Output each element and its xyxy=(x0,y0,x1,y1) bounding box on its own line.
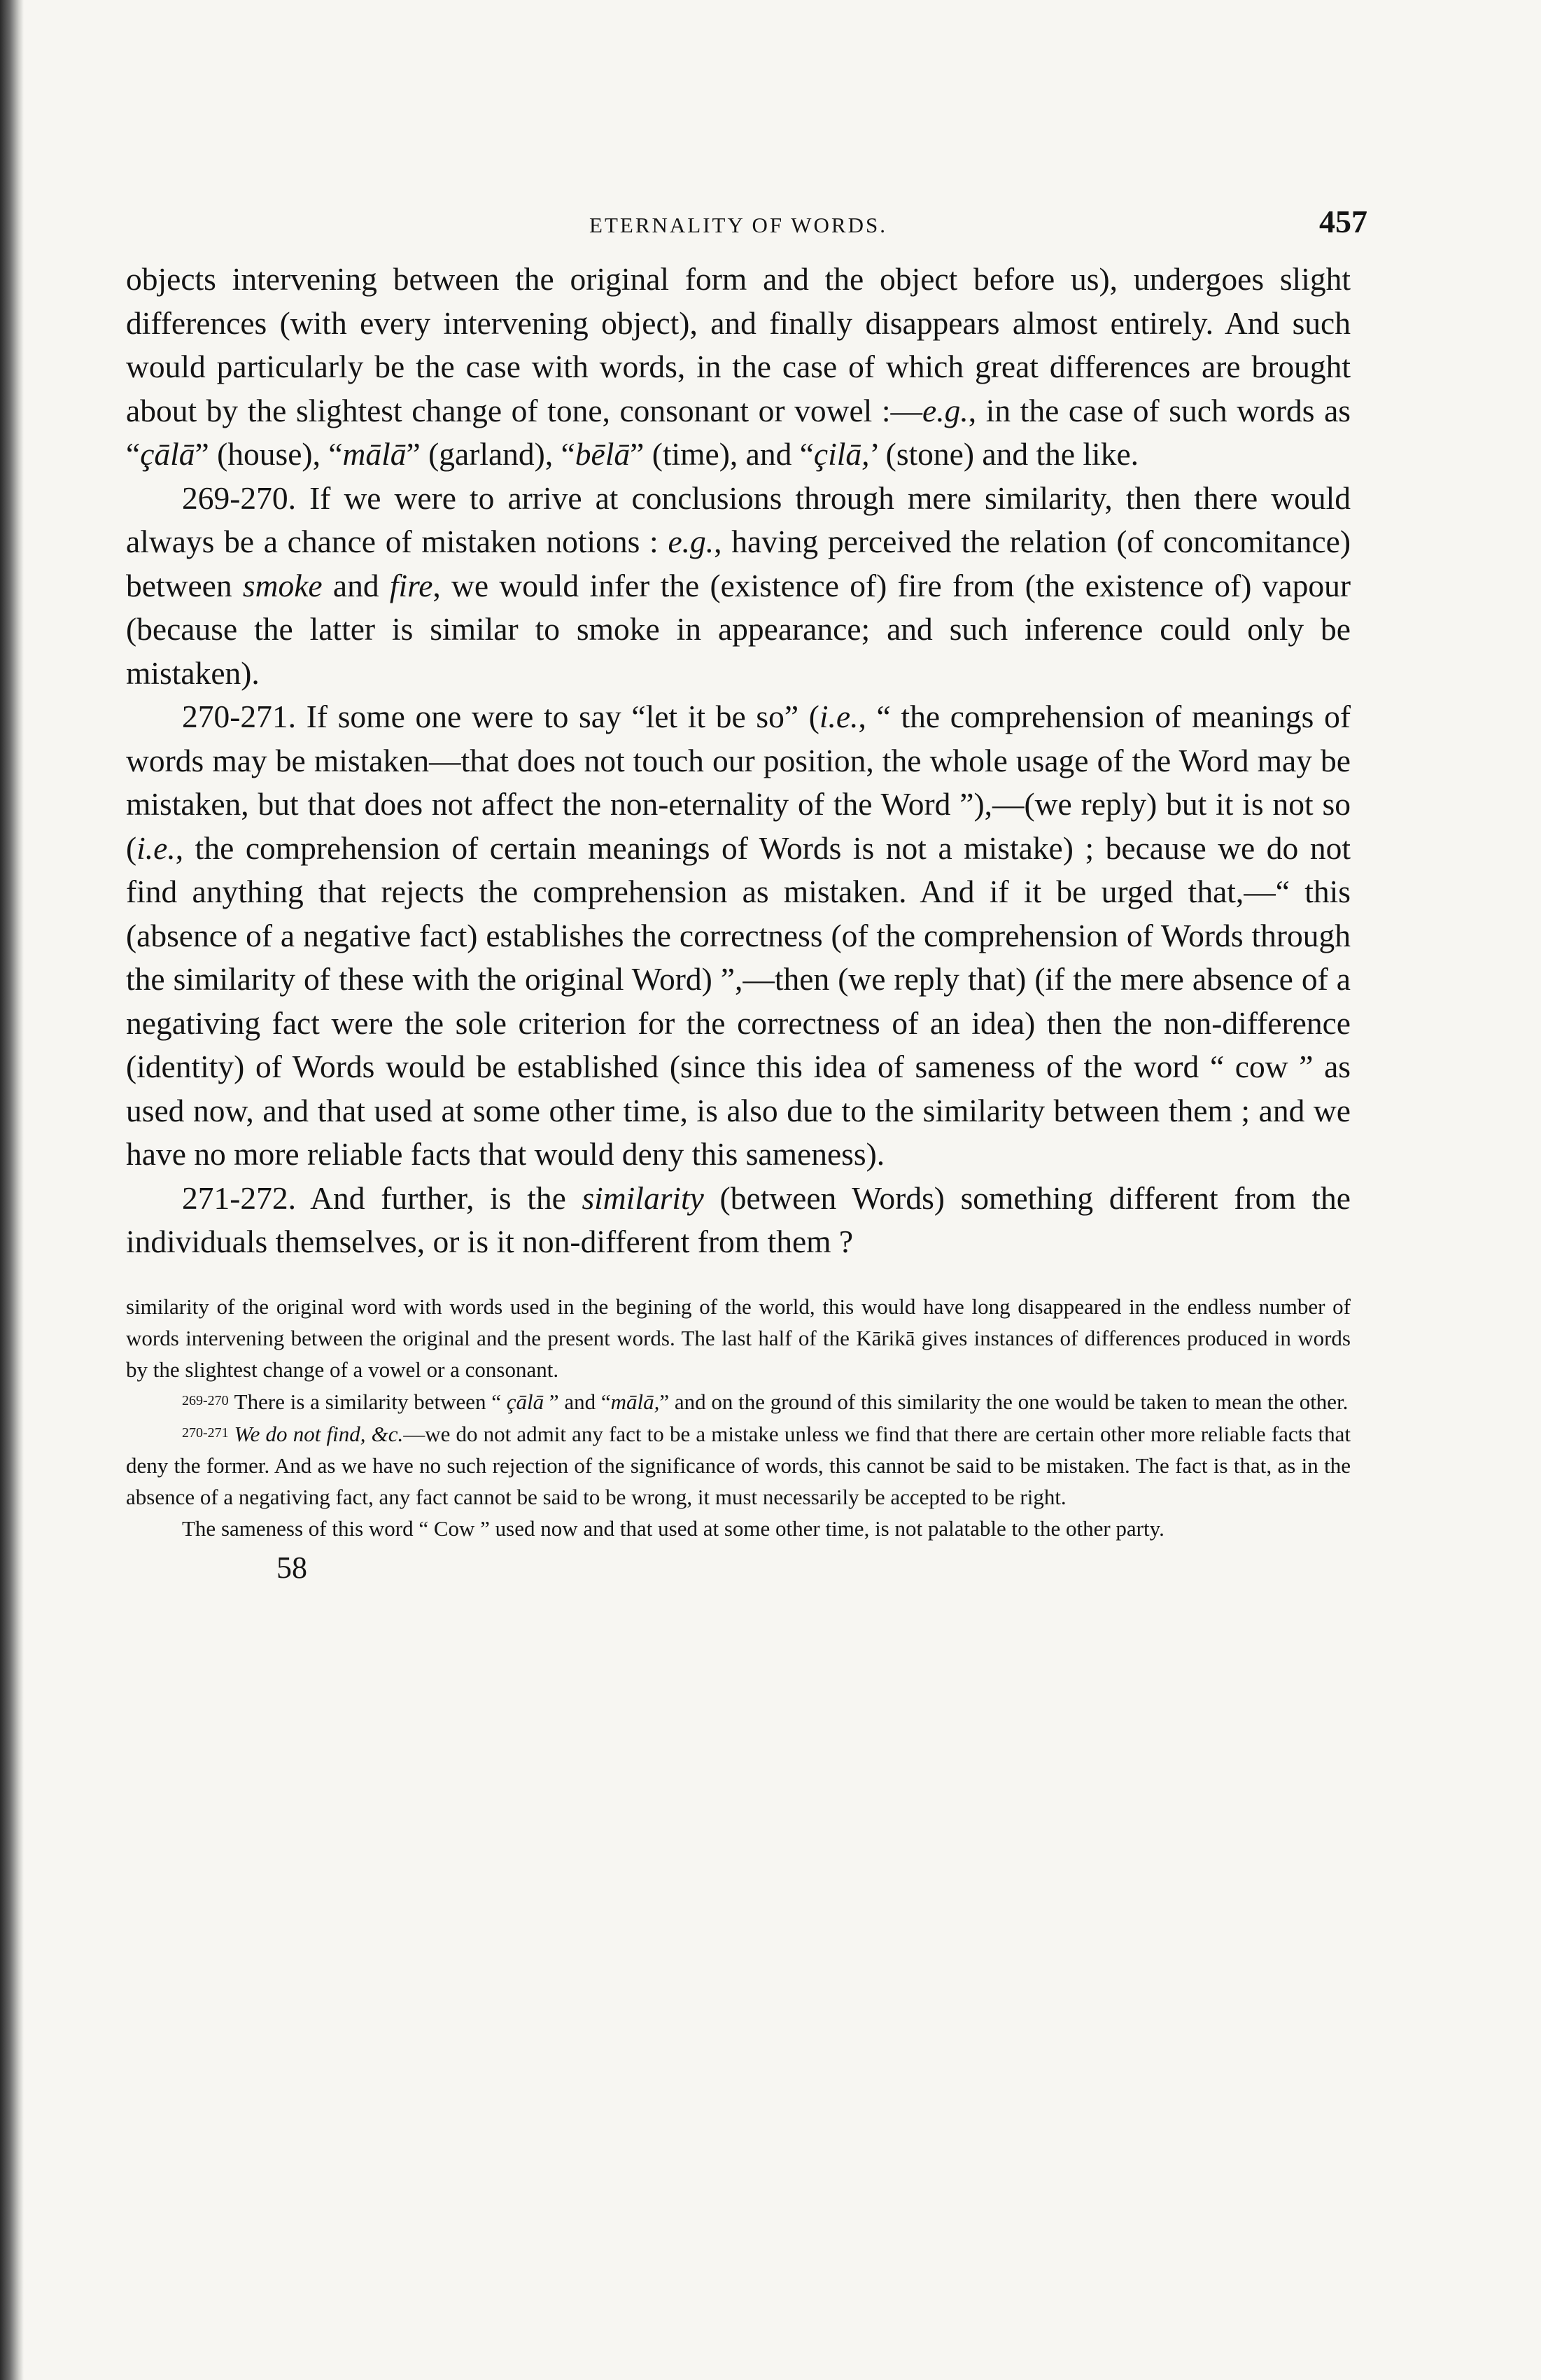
italic-text: We do not find, &c. xyxy=(234,1421,404,1446)
footnote-3 xyxy=(126,1418,1351,1513)
footnote-2 xyxy=(126,1385,1351,1418)
text-run: objects intervening between the original form and the object before us), undergoes slight differences (with every intervening object), and finally disappears almost entirely. And such would particularly be the case with words, in the case of which great differences are brought about by the slightest change of tone, consonant or vowel :— xyxy=(126,261,1351,428)
text-run: , “ the comprehension of meanings of words may be mistaken—that does not touch our position, the whole usage of the Word may be mistaken, but that does not affect the non-eternality of the Word ”),—(we reply) but it is not so ( xyxy=(126,699,1351,866)
text-run: —we do not admit any fact to be a mistake unless we find that there are certain other more reliable facts that deny the former. And as we have no such rejection of the significance of words, this cannot be said to be mistaken. The fact is that, as in the absence of a negativing fact, any fact cannot be said to be wrong, it must necessarily be accepted to be right. xyxy=(126,1421,1351,1509)
italic-text: çilā, xyxy=(813,436,870,472)
text-run: 271-272. And further, is the xyxy=(182,1180,582,1216)
italic-text: mālā, xyxy=(610,1389,660,1414)
text-run: There is a similarity between “ xyxy=(234,1389,507,1414)
text-run: and xyxy=(322,567,390,603)
italic-text: fire xyxy=(389,567,433,603)
paragraph-2 xyxy=(126,477,1351,696)
text-run: , having perceived the relation (of concomitance) between xyxy=(126,524,1351,603)
italic-text: i.e. xyxy=(136,830,176,866)
text-run: 270-271. If some one were to say “let it be so” ( xyxy=(182,699,819,734)
text-run: ” and on the ground of this similarity the one would be taken to mean the other. xyxy=(659,1389,1349,1414)
text-run: ’ (stone) and the like. xyxy=(869,436,1139,472)
text-run: , in the case of such words as “ xyxy=(126,392,1351,472)
page-number: 457 xyxy=(1319,204,1367,239)
italic-text: çālā xyxy=(140,436,195,472)
footnotes xyxy=(126,1291,1351,1544)
paragraph-4 xyxy=(126,1177,1351,1264)
italic-text: e.g. xyxy=(922,392,969,428)
running-title: ETERNALITY OF WORDS. xyxy=(589,213,887,237)
text-run: The sameness of this word “ Cow ” used now and that used at some other time, is not palatable to the other party. xyxy=(182,1516,1164,1541)
text-run: (between Words) something different from the individuals themselves, or is it non-different from them ? xyxy=(126,1180,1351,1259)
book-spine-shadow xyxy=(0,0,24,2380)
text-run: similarity of the original word with words used in the begining of the world, this would have long disappeared in the endless number of words intervening between the original and the present words. The last half of the Kārikā gives instances of differences produced in words by the slightest change of a vowel or a consonant. xyxy=(126,1294,1351,1382)
italic-text: similarity xyxy=(582,1180,704,1216)
italic-text: bēlā xyxy=(575,436,631,472)
text-run: 269-270. If we were to arrive at conclusions through mere similarity, then there would always be a chance of mistaken notions : xyxy=(126,479,1351,559)
text-run: ” and “ xyxy=(544,1389,611,1414)
paragraph-1 xyxy=(126,258,1351,477)
signature-mark: 58 xyxy=(276,1550,307,1585)
text-run: ” (house), “ xyxy=(195,436,343,472)
footnote-reference: 270-271 xyxy=(182,1424,229,1441)
main-text xyxy=(126,258,1351,1264)
text-run: , we would infer the (existence of) fire from (the existence of) vapour (because the latter is similar to smoke in appearance; and such inference could only be mistaken). xyxy=(126,567,1351,691)
footnote-4 xyxy=(126,1513,1351,1544)
text-run: ” (time), and “ xyxy=(630,436,814,472)
page-header xyxy=(126,203,1367,252)
footnote-1 xyxy=(126,1291,1351,1385)
book-page xyxy=(126,203,1367,1586)
text-run: ” (garland), “ xyxy=(406,436,575,472)
italic-text: i.e. xyxy=(819,699,859,734)
italic-text: mālā xyxy=(342,436,407,472)
italic-text: e.g. xyxy=(668,524,715,559)
italic-text: smoke xyxy=(242,567,323,603)
paragraph-3 xyxy=(126,695,1351,1177)
footnote-reference: 269-270 xyxy=(182,1392,229,1408)
text-run: , the comprehension of certain meanings of Words is not a mistake) ; because we do not find anything that rejects the comprehension as mistaken. And if it be urged that,—“ this (absence of a negative fact) establishes the correctness (of the comprehension of Words through the similarity of these with the original Word) ”,—then (we reply that) (if the mere absence of a negativing fact were the sole criterion for the correctness of an idea) then the non-difference (identity) of Words would be established (since this idea of sameness of the word “ cow ” as used now, and that used at some other time, is also due to the similarity between them ; and we have no more reliable facts that would deny this sameness). xyxy=(126,830,1351,1172)
italic-text: çālā xyxy=(506,1389,544,1414)
